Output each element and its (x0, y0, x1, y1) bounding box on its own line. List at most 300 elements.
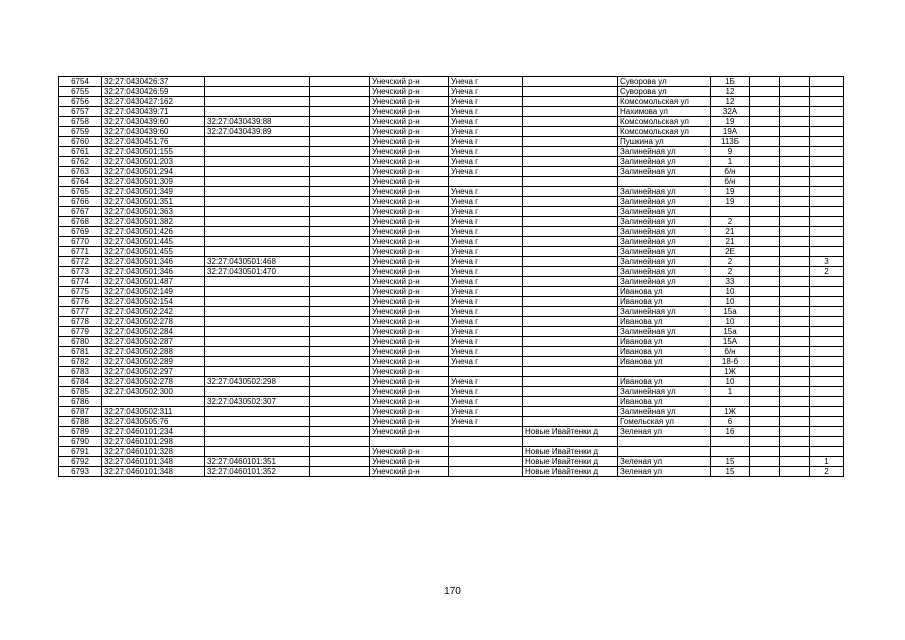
extra-cell-1 (750, 167, 780, 177)
empty-cell (310, 307, 370, 317)
district-cell: Унечский р-н (370, 367, 449, 377)
unit-number-cell: 2 (810, 267, 844, 277)
table-row (59, 247, 844, 257)
extra-cell-2 (780, 247, 810, 257)
district-cell: Унечский р-н (370, 337, 449, 347)
table-row (59, 227, 844, 237)
cadastral-number-cell: 32:27:0430502:278 (102, 317, 205, 327)
related-cadastral-number-cell (205, 217, 310, 227)
cadastral-number-cell: 32:27:0430502:284 (102, 327, 205, 337)
cadastral-number-cell: 32:27:0430501:382 (102, 217, 205, 227)
related-cadastral-number-cell (205, 197, 310, 207)
extra-cell-1 (750, 467, 780, 477)
village-cell (523, 397, 618, 407)
city-cell: Унеча г (449, 307, 523, 317)
related-cadastral-number-cell (205, 357, 310, 367)
empty-cell (310, 277, 370, 287)
house-number-cell: 16 (711, 427, 750, 437)
row-number-cell: 6754 (59, 77, 102, 87)
city-cell: Унеча г (449, 297, 523, 307)
city-cell: Унеча г (449, 327, 523, 337)
city-cell: Унеча г (449, 147, 523, 157)
related-cadastral-number-cell (205, 227, 310, 237)
house-number-cell: 10 (711, 317, 750, 327)
district-cell: Унечский р-н (370, 407, 449, 417)
row-number-cell: 6760 (59, 137, 102, 147)
city-cell: Унеча г (449, 137, 523, 147)
village-cell: Новые Ивайтенки д (523, 457, 618, 467)
house-number-cell: 19 (711, 197, 750, 207)
cadastral-number-cell: 32:27:0430502:287 (102, 337, 205, 347)
house-number-cell: 1 (711, 157, 750, 167)
row-number-cell: 6765 (59, 187, 102, 197)
street-cell: Залинейная ул (618, 147, 711, 157)
village-cell (523, 87, 618, 97)
city-cell: Унеча г (449, 257, 523, 267)
row-number-cell: 6780 (59, 337, 102, 347)
street-cell: Иванова ул (618, 297, 711, 307)
street-cell: Суворова ул (618, 87, 711, 97)
cadastral-registry-table (58, 76, 844, 477)
extra-cell-1 (750, 87, 780, 97)
city-cell: Унеча г (449, 217, 523, 227)
row-number-cell: 6779 (59, 327, 102, 337)
unit-number-cell (810, 447, 844, 457)
empty-cell (310, 287, 370, 297)
village-cell (523, 417, 618, 427)
city-cell: Унеча г (449, 377, 523, 387)
extra-cell-1 (750, 247, 780, 257)
unit-number-cell (810, 307, 844, 317)
unit-number-cell (810, 77, 844, 87)
unit-number-cell (810, 87, 844, 97)
city-cell: Унеча г (449, 97, 523, 107)
extra-cell-2 (780, 467, 810, 477)
cadastral-number-cell: 32:27:0460101:234 (102, 427, 205, 437)
extra-cell-1 (750, 347, 780, 357)
table-row (59, 347, 844, 357)
extra-cell-1 (750, 227, 780, 237)
district-cell: Унечский р-н (370, 117, 449, 127)
row-number-cell: 6771 (59, 247, 102, 257)
table-row (59, 87, 844, 97)
street-cell: Залинейная ул (618, 157, 711, 167)
table-row (59, 357, 844, 367)
unit-number-cell (810, 197, 844, 207)
cadastral-number-cell: 32:27:0430501:426 (102, 227, 205, 237)
unit-number-cell (810, 437, 844, 447)
house-number-cell: б/н (711, 347, 750, 357)
row-number-cell: 6774 (59, 277, 102, 287)
extra-cell-2 (780, 287, 810, 297)
extra-cell-1 (750, 317, 780, 327)
related-cadastral-number-cell (205, 297, 310, 307)
related-cadastral-number-cell (205, 77, 310, 87)
extra-cell-1 (750, 307, 780, 317)
city-cell (449, 447, 523, 457)
village-cell (523, 407, 618, 417)
street-cell: Залинейная ул (618, 327, 711, 337)
extra-cell-1 (750, 107, 780, 117)
district-cell: Унечский р-н (370, 257, 449, 267)
unit-number-cell (810, 137, 844, 147)
related-cadastral-number-cell (205, 337, 310, 347)
unit-number-cell: 2 (810, 467, 844, 477)
district-cell: Унечский р-н (370, 127, 449, 137)
table-row (59, 267, 844, 277)
row-number-cell: 6773 (59, 267, 102, 277)
extra-cell-2 (780, 157, 810, 167)
row-number-cell: 6777 (59, 307, 102, 317)
extra-cell-1 (750, 457, 780, 467)
village-cell (523, 227, 618, 237)
district-cell: Унечский р-н (370, 427, 449, 437)
extra-cell-2 (780, 397, 810, 407)
house-number-cell: 113Б (711, 137, 750, 147)
unit-number-cell (810, 347, 844, 357)
village-cell (523, 327, 618, 337)
empty-cell (310, 397, 370, 407)
unit-number-cell (810, 287, 844, 297)
street-cell: Зеленая ул (618, 467, 711, 477)
related-cadastral-number-cell (205, 247, 310, 257)
house-number-cell: 2 (711, 267, 750, 277)
empty-cell (310, 317, 370, 327)
street-cell: Зеленая ул (618, 427, 711, 437)
empty-cell (310, 217, 370, 227)
unit-number-cell (810, 277, 844, 287)
unit-number-cell (810, 367, 844, 377)
empty-cell (310, 327, 370, 337)
village-cell (523, 157, 618, 167)
row-number-cell: 6791 (59, 447, 102, 457)
city-cell (449, 177, 523, 187)
city-cell: Унеча г (449, 227, 523, 237)
village-cell (523, 257, 618, 267)
extra-cell-2 (780, 377, 810, 387)
unit-number-cell (810, 97, 844, 107)
street-cell (618, 447, 711, 457)
extra-cell-1 (750, 197, 780, 207)
cadastral-number-cell: 32:27:0430502:278 (102, 377, 205, 387)
unit-number-cell (810, 247, 844, 257)
cadastral-number-cell: 32:27:0430501:455 (102, 247, 205, 257)
unit-number-cell (810, 167, 844, 177)
table-row (59, 387, 844, 397)
village-cell (523, 197, 618, 207)
city-cell: Унеча г (449, 347, 523, 357)
cadastral-number-cell: 32:27:0430501:309 (102, 177, 205, 187)
extra-cell-1 (750, 447, 780, 457)
empty-cell (310, 337, 370, 347)
empty-cell (310, 167, 370, 177)
unit-number-cell (810, 237, 844, 247)
empty-cell (310, 257, 370, 267)
extra-cell-1 (750, 277, 780, 287)
district-cell: Унечский р-н (370, 347, 449, 357)
city-cell: Унеча г (449, 127, 523, 137)
table-row (59, 467, 844, 477)
extra-cell-2 (780, 167, 810, 177)
city-cell: Унеча г (449, 167, 523, 177)
district-cell: Унечский р-н (370, 237, 449, 247)
city-cell: Унеча г (449, 107, 523, 117)
related-cadastral-number-cell (205, 187, 310, 197)
empty-cell (310, 197, 370, 207)
village-cell (523, 387, 618, 397)
village-cell (523, 147, 618, 157)
related-cadastral-number-cell (205, 97, 310, 107)
extra-cell-1 (750, 367, 780, 377)
extra-cell-2 (780, 227, 810, 237)
city-cell: Унеча г (449, 237, 523, 247)
city-cell: Унеча г (449, 287, 523, 297)
city-cell: Унеча г (449, 197, 523, 207)
extra-cell-1 (750, 147, 780, 157)
district-cell: Унечский р-н (370, 297, 449, 307)
village-cell (523, 77, 618, 87)
unit-number-cell (810, 377, 844, 387)
extra-cell-2 (780, 427, 810, 437)
extra-cell-1 (750, 97, 780, 107)
house-number-cell: 19 (711, 187, 750, 197)
district-cell: Унечский р-н (370, 327, 449, 337)
village-cell (523, 287, 618, 297)
table-row (59, 427, 844, 437)
table-row (59, 437, 844, 447)
empty-cell (310, 237, 370, 247)
row-number-cell: 6761 (59, 147, 102, 157)
unit-number-cell (810, 337, 844, 347)
extra-cell-1 (750, 357, 780, 367)
district-cell: Унечский р-н (370, 187, 449, 197)
extra-cell-1 (750, 397, 780, 407)
table-row (59, 377, 844, 387)
table-row (59, 257, 844, 267)
related-cadastral-number-cell (205, 447, 310, 457)
empty-cell (310, 127, 370, 137)
village-cell (523, 357, 618, 367)
table-row (59, 177, 844, 187)
empty-cell (310, 187, 370, 197)
row-number-cell: 6755 (59, 87, 102, 97)
extra-cell-2 (780, 327, 810, 337)
extra-cell-1 (750, 437, 780, 447)
street-cell: Иванова ул (618, 357, 711, 367)
empty-cell (310, 297, 370, 307)
city-cell: Унеча г (449, 267, 523, 277)
village-cell (523, 117, 618, 127)
extra-cell-2 (780, 367, 810, 377)
cadastral-number-cell: 32:27:0430502:154 (102, 297, 205, 307)
empty-cell (310, 467, 370, 477)
related-cadastral-number-cell (205, 387, 310, 397)
village-cell (523, 307, 618, 317)
row-number-cell: 6781 (59, 347, 102, 357)
street-cell: Залинейная ул (618, 307, 711, 317)
related-cadastral-number-cell: 32:27:0430501:470 (205, 267, 310, 277)
cadastral-number-cell: 32:27:0430502:242 (102, 307, 205, 317)
district-cell: Унечский р-н (370, 107, 449, 117)
village-cell (523, 337, 618, 347)
extra-cell-2 (780, 447, 810, 457)
extra-cell-2 (780, 77, 810, 87)
extra-cell-1 (750, 77, 780, 87)
unit-number-cell (810, 107, 844, 117)
empty-cell (310, 77, 370, 87)
village-cell (523, 317, 618, 327)
village-cell: Новые Ивайтенки д (523, 447, 618, 457)
extra-cell-1 (750, 157, 780, 167)
unit-number-cell (810, 427, 844, 437)
related-cadastral-number-cell: 32:27:0460101:352 (205, 467, 310, 477)
extra-cell-2 (780, 307, 810, 317)
unit-number-cell: 3 (810, 257, 844, 267)
table-row (59, 287, 844, 297)
cadastral-number-cell (102, 397, 205, 407)
table-row (59, 457, 844, 467)
house-number-cell: 19А (711, 127, 750, 137)
row-number-cell: 6786 (59, 397, 102, 407)
house-number-cell: 15 (711, 457, 750, 467)
village-cell (523, 97, 618, 107)
extra-cell-1 (750, 137, 780, 147)
unit-number-cell (810, 297, 844, 307)
empty-cell (310, 137, 370, 147)
related-cadastral-number-cell (205, 87, 310, 97)
empty-cell (310, 427, 370, 437)
empty-cell (310, 377, 370, 387)
table-row (59, 367, 844, 377)
row-number-cell: 6776 (59, 297, 102, 307)
house-number-cell: 9 (711, 147, 750, 157)
empty-cell (310, 177, 370, 187)
house-number-cell: 2 (711, 217, 750, 227)
city-cell (449, 427, 523, 437)
unit-number-cell (810, 327, 844, 337)
district-cell: Унечский р-н (370, 287, 449, 297)
cadastral-number-cell: 32:27:0430426:59 (102, 87, 205, 97)
village-cell (523, 207, 618, 217)
district-cell: Унечский р-н (370, 267, 449, 277)
cadastral-number-cell: 32:27:0430501:294 (102, 167, 205, 177)
extra-cell-2 (780, 127, 810, 137)
street-cell: Залинейная ул (618, 197, 711, 207)
extra-cell-1 (750, 237, 780, 247)
row-number-cell: 6757 (59, 107, 102, 117)
house-number-cell: б/н (711, 177, 750, 187)
related-cadastral-number-cell (205, 417, 310, 427)
extra-cell-1 (750, 337, 780, 347)
street-cell: Залинейная ул (618, 267, 711, 277)
street-cell: Залинейная ул (618, 207, 711, 217)
registry-table-body (59, 77, 844, 477)
table-row (59, 207, 844, 217)
city-cell (449, 467, 523, 477)
house-number-cell: 33 (711, 277, 750, 287)
district-cell: Унечский р-н (370, 177, 449, 187)
unit-number-cell (810, 217, 844, 227)
cadastral-number-cell: 32:27:0430501:487 (102, 277, 205, 287)
house-number-cell: 2 (711, 257, 750, 267)
extra-cell-1 (750, 267, 780, 277)
extra-cell-1 (750, 177, 780, 187)
empty-cell (310, 207, 370, 217)
district-cell: Унечский р-н (370, 217, 449, 227)
city-cell: Унеча г (449, 397, 523, 407)
district-cell: Унечский р-н (370, 277, 449, 287)
house-number-cell: 1Ж (711, 367, 750, 377)
row-number-cell: 6787 (59, 407, 102, 417)
table-row (59, 107, 844, 117)
cadastral-number-cell: 32:27:0430501:349 (102, 187, 205, 197)
table-row (59, 237, 844, 247)
extra-cell-2 (780, 217, 810, 227)
district-cell: Унечский р-н (370, 87, 449, 97)
village-cell (523, 347, 618, 357)
extra-cell-2 (780, 357, 810, 367)
cadastral-number-cell: 32:27:0430451:76 (102, 137, 205, 147)
unit-number-cell (810, 227, 844, 237)
extra-cell-2 (780, 417, 810, 427)
row-number-cell: 6769 (59, 227, 102, 237)
street-cell: Нахимова ул (618, 107, 711, 117)
empty-cell (310, 367, 370, 377)
village-cell (523, 437, 618, 447)
extra-cell-2 (780, 197, 810, 207)
extra-cell-2 (780, 407, 810, 417)
cadastral-number-cell: 32:27:0430505:76 (102, 417, 205, 427)
extra-cell-2 (780, 267, 810, 277)
street-cell: Иванова ул (618, 317, 711, 327)
extra-cell-2 (780, 257, 810, 267)
table-row (59, 317, 844, 327)
unit-number-cell (810, 157, 844, 167)
row-number-cell: 6766 (59, 197, 102, 207)
empty-cell (310, 87, 370, 97)
cadastral-number-cell: 32:27:0460101:348 (102, 467, 205, 477)
cadastral-number-cell: 32:27:0430502:149 (102, 287, 205, 297)
cadastral-number-cell: 32:27:0430502:300 (102, 387, 205, 397)
row-number-cell: 6764 (59, 177, 102, 187)
house-number-cell: 1 (711, 387, 750, 397)
street-cell: Залинейная ул (618, 277, 711, 287)
extra-cell-1 (750, 427, 780, 437)
house-number-cell: 19 (711, 117, 750, 127)
house-number-cell (711, 447, 750, 457)
street-cell: Пушкина ул (618, 137, 711, 147)
row-number-cell: 6793 (59, 467, 102, 477)
empty-cell (310, 247, 370, 257)
city-cell: Унеча г (449, 417, 523, 427)
unit-number-cell (810, 407, 844, 417)
city-cell: Унеча г (449, 317, 523, 327)
village-cell (523, 277, 618, 287)
row-number-cell: 6768 (59, 217, 102, 227)
house-number-cell: 10 (711, 297, 750, 307)
extra-cell-2 (780, 387, 810, 397)
district-cell: Унечский р-н (370, 97, 449, 107)
street-cell: Комсомольская ул (618, 117, 711, 127)
related-cadastral-number-cell: 32:27:0430439:88 (205, 117, 310, 127)
row-number-cell: 6790 (59, 437, 102, 447)
city-cell: Унеча г (449, 157, 523, 167)
district-cell: Унечский р-н (370, 147, 449, 157)
extra-cell-2 (780, 277, 810, 287)
extra-cell-2 (780, 457, 810, 467)
street-cell: Залинейная ул (618, 237, 711, 247)
extra-cell-1 (750, 377, 780, 387)
